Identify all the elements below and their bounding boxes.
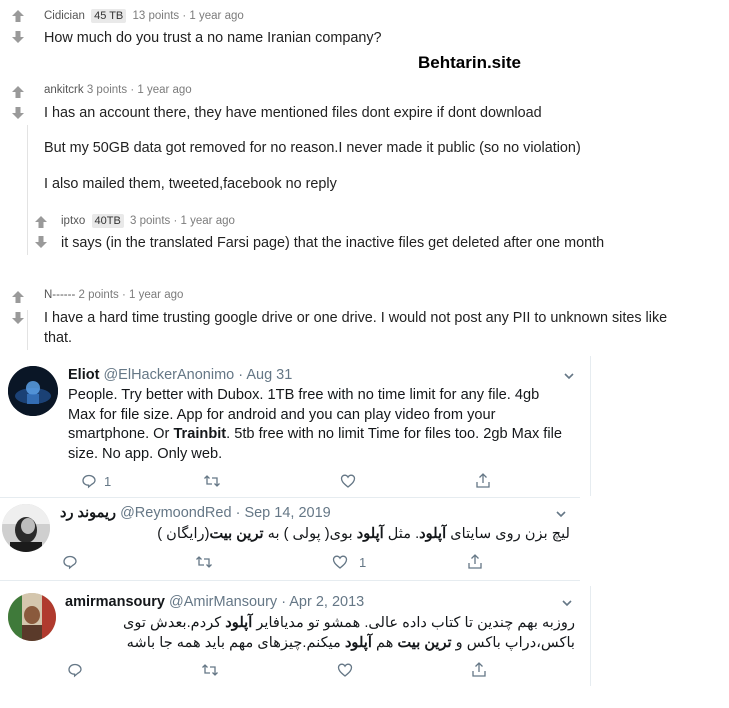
- tweet-date[interactable]: Aug 31: [246, 367, 293, 383]
- share-icon: [475, 472, 491, 489]
- upvote-button[interactable]: [34, 215, 48, 229]
- comment-meta: N------ 2 points · 1 year ago: [44, 289, 184, 301]
- upvote-button[interactable]: [11, 85, 25, 99]
- comment-body-line: But my 50GB data got removed for no reason.I never made it public (so no violation): [44, 140, 581, 156]
- comment-meta: iptxo 40TB 3 points · 1 year ago: [61, 215, 235, 227]
- tweet-handle[interactable]: @ElHackerAnonimo: [103, 367, 235, 383]
- downvote-icon: [11, 311, 25, 325]
- retweet-icon: [201, 662, 219, 678]
- downvote-button[interactable]: [11, 106, 25, 120]
- downvote-button[interactable]: [11, 30, 25, 44]
- like-button[interactable]: [332, 554, 366, 570]
- reply-button[interactable]: [67, 662, 83, 678]
- avatar-image: [8, 366, 58, 416]
- share-button[interactable]: [475, 472, 491, 489]
- tweet-handle[interactable]: @AmirMansoury: [168, 594, 278, 610]
- like-count: 1: [359, 554, 367, 570]
- downvote-button[interactable]: [34, 235, 48, 249]
- upvote-icon: [11, 9, 25, 23]
- user-flair: 45 TB: [91, 9, 126, 23]
- avatar[interactable]: [8, 593, 56, 641]
- retweet-icon: [203, 473, 221, 489]
- tweet-handle[interactable]: @ReymoondRed: [120, 505, 232, 521]
- tweet-text: People. Try better with Dubox. 1TB free with no time limit for any file. 4gb Max for file size. App for android and you can play video from your smartphone. Or Trainbit. 5tb free with no limit Time for files too. 2gb Max file size. No app. Only web.: [68, 387, 562, 462]
- upvote-icon: [34, 215, 48, 229]
- upvote-button[interactable]: [11, 9, 25, 23]
- upvote-icon: [11, 290, 25, 304]
- tweet-author-name[interactable]: amirmansoury: [65, 594, 165, 610]
- user-flair: 40TB: [92, 214, 124, 228]
- tweet-text: لیچ بزن روی سایتای آپلود. مثل آپلود بوی( پولی ) به ترین بیت(رایگان ): [157, 526, 570, 542]
- comment-body-line: I have a hard time trusting google drive or one drive. I would not post any PII to unknown sites like: [44, 310, 668, 326]
- share-icon: [471, 661, 487, 678]
- share-icon: [467, 553, 483, 570]
- like-icon: [337, 662, 353, 678]
- like-icon: [332, 554, 348, 570]
- avatar[interactable]: [8, 366, 58, 416]
- downvote-icon: [11, 30, 25, 44]
- thread-line: [27, 125, 28, 255]
- comment-author[interactable]: ankitcrk: [44, 84, 84, 96]
- comment-body-line: I also mailed them, tweeted,facebook no reply: [44, 176, 337, 192]
- chevron-down-icon[interactable]: [563, 370, 575, 382]
- watermark: Behtarin.site: [418, 53, 521, 72]
- tweet-author-name[interactable]: ريموند رد: [60, 505, 117, 521]
- downvote-button[interactable]: [11, 311, 25, 325]
- comment-author[interactable]: iptxo: [61, 215, 86, 227]
- chevron-down-icon[interactable]: [555, 508, 567, 520]
- thread-line: [27, 310, 28, 350]
- comment-meta: ankitcrk 3 points · 1 year ago: [44, 84, 192, 96]
- downvote-icon: [11, 106, 25, 120]
- reply-count: 1: [104, 473, 112, 489]
- like-button[interactable]: [337, 662, 353, 678]
- comment-points: 2 points: [78, 289, 119, 301]
- comment-time[interactable]: 1 year ago: [189, 10, 244, 22]
- reply-button[interactable]: [62, 554, 78, 570]
- comment-body-line: I has an account there, they have mentioned files dont expire if dont download: [44, 105, 542, 121]
- tweet-card[interactable]: ريموند رد @ReymoondRed · Sep 14, 2019 لیچ بزن روی سایتای آپلود. مثل آپلود بوی( پولی ) به ترین بیت(رایگان ) 1: [0, 497, 580, 581]
- comment-meta: Cidician 45 TB 13 points · 1 year ago: [44, 10, 244, 22]
- downvote-icon: [34, 235, 48, 249]
- comment-body: How much do you trust a no name Iranian company?: [44, 30, 382, 46]
- like-icon: [340, 473, 356, 489]
- comment-author[interactable]: N------: [44, 289, 76, 301]
- reply-button[interactable]: [81, 473, 111, 489]
- upvote-button[interactable]: [11, 290, 25, 304]
- retweet-button[interactable]: [195, 554, 213, 570]
- bold-mention: Trainbit: [173, 426, 227, 442]
- retweet-button[interactable]: [201, 662, 219, 678]
- comment-points: 3 points: [130, 215, 171, 227]
- retweet-button[interactable]: [203, 473, 221, 489]
- avatar[interactable]: [2, 504, 50, 552]
- reply-icon: [67, 662, 83, 678]
- tweet-author-name[interactable]: Eliot: [68, 367, 100, 383]
- upvote-icon: [11, 85, 25, 99]
- comment-time[interactable]: 1 year ago: [180, 215, 235, 227]
- comment-points: 13 points: [132, 10, 180, 22]
- tweet-date[interactable]: Sep 14, 2019: [244, 505, 331, 521]
- retweet-icon: [195, 554, 213, 570]
- comment-body: it says (in the translated Farsi page) that the inactive files get deleted after one month: [61, 235, 605, 251]
- reply-icon: [81, 473, 97, 489]
- share-button[interactable]: [471, 661, 487, 678]
- tweet-text: روزبه بهم چندین تا کتاب داده عالی. همشو تو مدیافایر آپلود کردم.بعدش توی باکس،دراپ باکس و ترین بیت هم آپلود میکنم.چیزهای مهم باید همه جا باشه: [122, 615, 575, 651]
- avatar-image: [8, 593, 56, 641]
- avatar-image: [2, 504, 50, 552]
- chevron-down-icon[interactable]: [561, 597, 573, 609]
- tweet-card[interactable]: Eliot @ElHackerAnonimo · Aug 31 People. Try better with Dubox. 1TB free with no time limit for any file. 4gb Max for file size. App for android and you can play video from your smartphone. Or Trainbit. 5tb free with no limit Time for files too. 2gb Max file size. No app. Only web. 1: [0, 356, 591, 496]
- comment-points: 3 points: [86, 84, 128, 96]
- reply-icon: [62, 554, 78, 570]
- comment-time[interactable]: 1 year ago: [129, 289, 184, 301]
- comment-body-line: that.: [44, 330, 73, 346]
- comment-author[interactable]: Cidician: [44, 10, 85, 22]
- share-button[interactable]: [467, 553, 483, 570]
- tweet-date[interactable]: Apr 2, 2013: [289, 594, 365, 610]
- like-button[interactable]: [340, 473, 356, 489]
- tweet-card[interactable]: amirmansoury @AmirMansoury · Apr 2, 2013 روزبه بهم چندین تا کتاب داده عالی. همشو تو مدیافایر آپلود کردم.بعدش توی باکس،دراپ باکس و ترین بیت هم آپلود میکنم.چیزهای مهم باید همه جا باشه: [0, 586, 591, 686]
- comment-time[interactable]: 1 year ago: [137, 84, 192, 96]
